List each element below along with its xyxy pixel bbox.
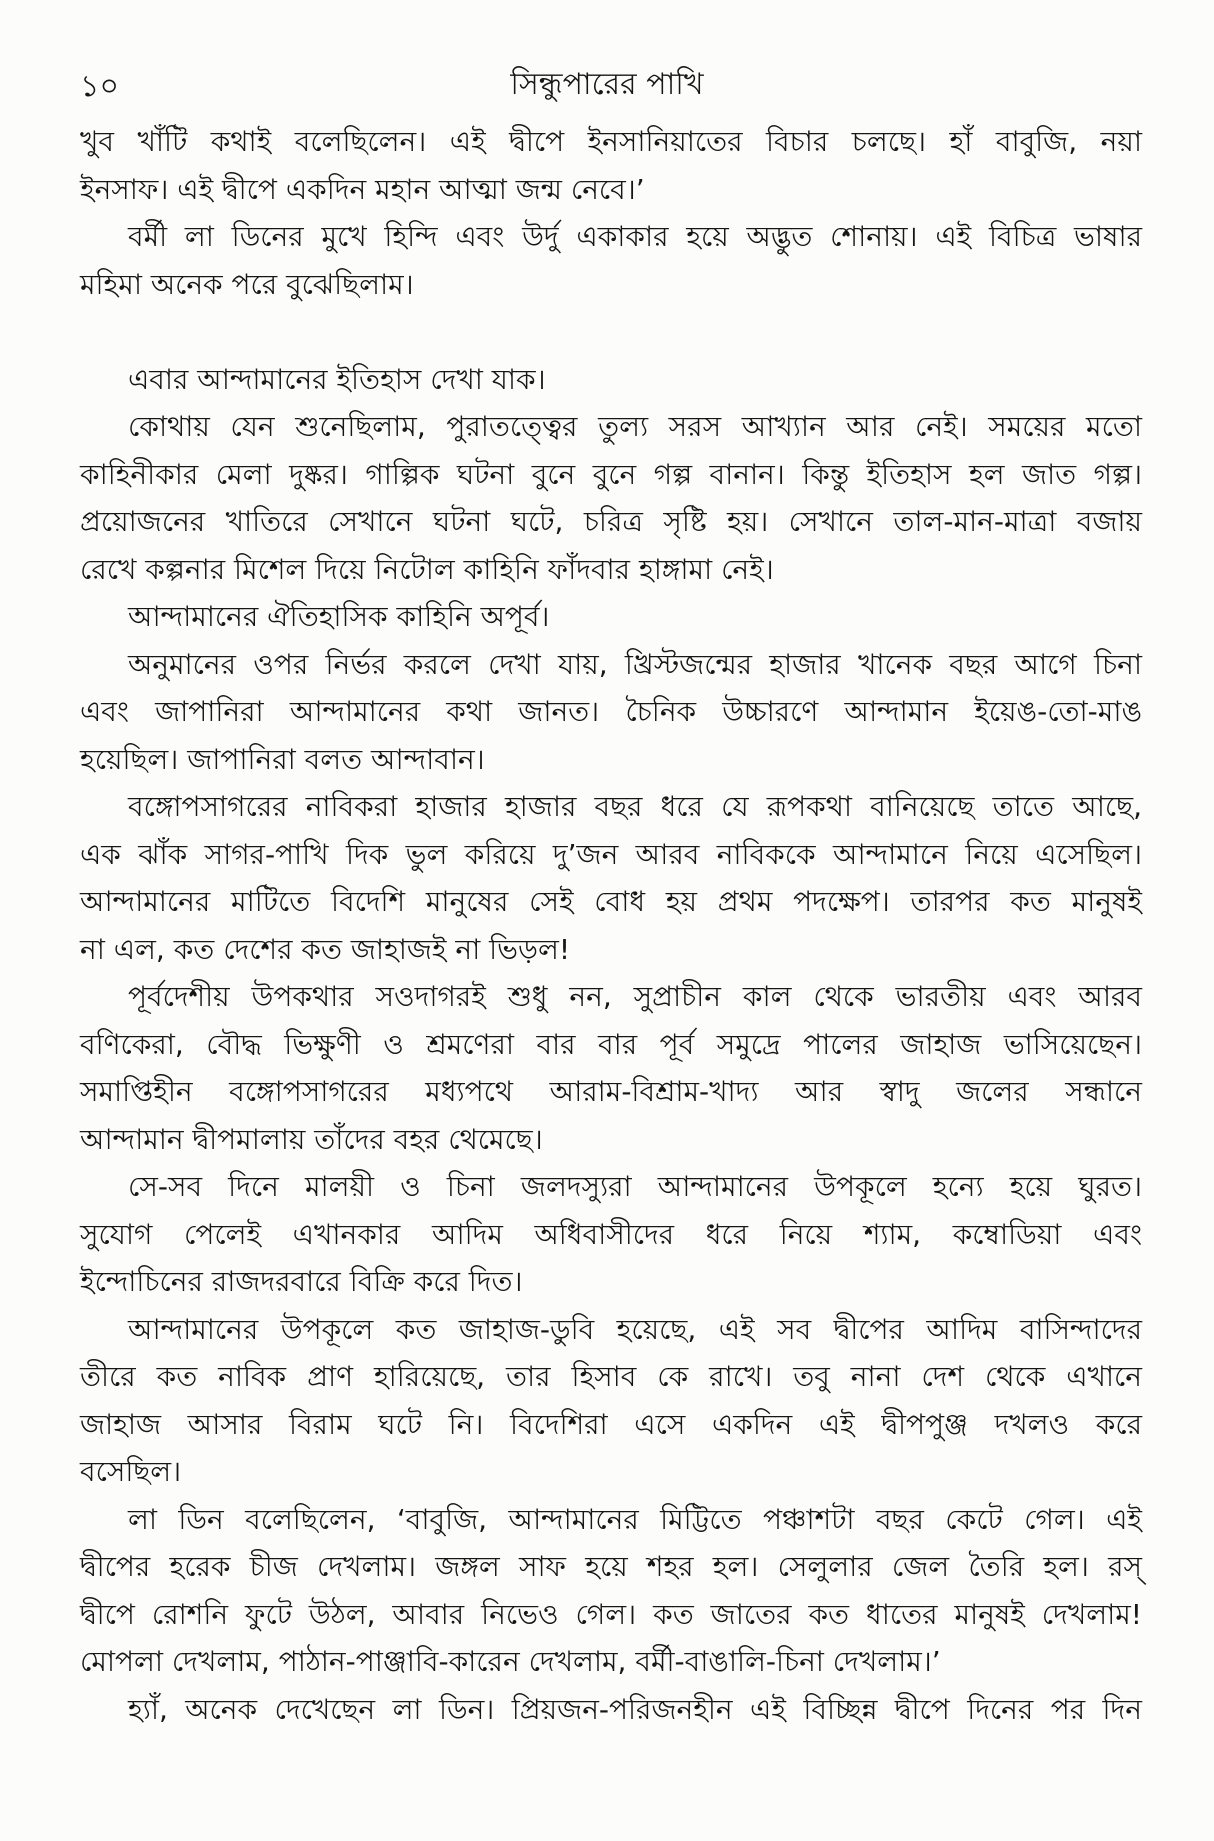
paragraph: [80, 118, 1142, 213]
text-line: দ্বীপের হরেক চীজ দেখলাম। জঙ্গল সাফ হয়ে শহর হল। সেলুলার জেল তৈরি হল। রস্: [80, 1550, 1142, 1583]
text-line: না এল, কত দেশের কত জাহাজই না ভিড়ল!: [80, 932, 571, 966]
text-line: কাহিনীকার মেলা দুষ্কর। গাল্পিক ঘটনা বুনে বুনে গল্প বানান। কিন্তু ইতিহাস হল জাত গল্প।: [80, 457, 1142, 491]
text-line: হ্যাঁ, অনেক দেখেছেন লা ডিন। প্রিয়জন-পরিজনহীন এই বিচ্ছিন্ন দ্বীপে দিনের পর দিন: [128, 1692, 1142, 1726]
paragraph: [80, 213, 1142, 308]
paragraph: [80, 641, 1142, 784]
running-title: সিন্ধুপারের পাখি: [510, 67, 704, 102]
text-line: এবং জাপানিরা আন্দামানের কথা জানত। চৈনিক উচ্চারণে আন্দামান ইয়েঙ-তো-মাঙ: [80, 695, 1142, 728]
text-line: ইন্দোচিনের রাজদরবারে বিক্রি করে দিত।: [80, 1265, 523, 1298]
text-line: সমাপ্তিহীন বঙ্গোপসাগরের মধ্যপথে আরাম-বিশ্রাম-খাদ্য আর স্বাদু জলের সন্ধানে: [80, 1075, 1142, 1108]
text-line: মহিমা অনেক পরে বুঝেছিলাম।: [80, 267, 414, 301]
paragraph: [80, 1496, 1142, 1686]
paragraph: [80, 973, 1142, 1163]
text-line: আন্দামান দ্বীপমালায় তাঁদের বহর থেমেছে।: [80, 1122, 543, 1156]
text-line: বসেছিল।: [80, 1455, 182, 1488]
section-break: [80, 308, 1142, 356]
text-line: ইনসাফ। এই দ্বীপে একদিন মহান আত্মা জন্ম নেবে।’: [80, 172, 645, 206]
text-line: রেখে কল্পনার মিশেল দিয়ে নিটোল কাহিনি ফাঁদবার হাঙ্গামা নেই।: [80, 552, 774, 586]
text-line: খুব খাঁটি কথাই বলেছিলেন। এই দ্বীপে ইনসানিয়াতের বিচার চলছে। হাঁ বাবুজি, নয়া: [80, 125, 1142, 158]
paragraph: [80, 356, 1142, 404]
body-text: [80, 118, 1142, 1733]
text-line: জাহাজ আসার বিরাম ঘটে নি। বিদেশিরা এসে একদিন এই দ্বীপপুঞ্জ দখলও করে: [80, 1407, 1142, 1441]
text-line: লা ডিন বলেছিলেন, ‘বাবুজি, আন্দামানের মিট্টিতে পঞ্চাশটা বছর কেটে গেল। এই: [128, 1502, 1142, 1536]
page-number: ১০: [80, 69, 119, 104]
text-line: বণিকেরা, বৌদ্ধ ভিক্ষুণী ও শ্রমণেরা বার বার পূর্ব সমুদ্রে পালের জাহাজ ভাসিয়েছেন।: [80, 1027, 1142, 1061]
paragraph: [80, 1686, 1142, 1734]
paragraph: [80, 593, 1142, 641]
text-line: কোথায় যেন শুনেছিলাম, পুরাতত্ত্বের তুল্য সরস আখ্যান আর নেই। সময়ের মতো: [128, 410, 1142, 443]
text-line: বর্মী লা ডিনের মুখে হিন্দি এবং উর্দু একাকার হয়ে অদ্ভুত শোনায়। এই বিচিত্র ভাষার: [128, 220, 1142, 253]
text-line: আন্দামানের মাটিতে বিদেশি মানুষের সেই বোধ হয় প্রথম পদক্ষেপ। তারপর কত মানুষই: [80, 885, 1142, 918]
text-line: হয়েছিল। জাপানিরা বলত আন্দাবান।: [80, 742, 485, 776]
text-line: আন্দামানের ঐতিহাসিক কাহিনি অপূর্ব।: [128, 600, 550, 633]
paragraph: [80, 1163, 1142, 1306]
text-line: সুযোগ পেলেই এখানকার আদিম অধিবাসীদের ধরে নিয়ে শ্যাম, কম্বোডিয়া এবং: [80, 1217, 1142, 1251]
text-line: অনুমানের ওপর নির্ভর করলে দেখা যায়, খ্রিস্টজন্মের হাজার খানেক বছর আগে চিনা: [128, 647, 1142, 681]
paragraph: [80, 403, 1142, 593]
text-line: প্রয়োজনের খাতিরে সেখানে ঘটনা ঘটে, চরিত্র সৃষ্টি হয়। সেখানে তাল-মান-মাত্রা বজায়: [80, 505, 1142, 538]
paragraph: [80, 1306, 1142, 1496]
text-line: এবার আন্দামানের ইতিহাস দেখা যাক।: [128, 362, 546, 396]
paragraph: [80, 783, 1142, 973]
text-line: পূর্বদেশীয় উপকথার সওদাগরই শুধু নন, সুপ্রাচীন কাল থেকে ভারতীয় এবং আরব: [128, 980, 1142, 1013]
text-line: এক ঝাঁক সাগর-পাখি দিক ভুল করিয়ে দু’জন আরব নাবিককে আন্দামানে নিয়ে এসেছিল।: [80, 837, 1142, 871]
text-line: মোপলা দেখলাম, পাঠান-পাঞ্জাবি-কারেন দেখলাম, বর্মী-বাঙালি-চিনা দেখলাম।’: [80, 1645, 941, 1678]
text-line: আন্দামানের উপকূলে কত জাহাজ-ডুবি হয়েছে, এই সব দ্বীপের আদিম বাসিন্দাদের: [128, 1312, 1142, 1346]
text-line: বঙ্গোপসাগরের নাবিকরা হাজার হাজার বছর ধরে যে রূপকথা বানিয়েছে তাতে আছে,: [128, 790, 1142, 823]
text-line: তীরে কত নাবিক প্রাণ হারিয়েছে, তার হিসাব কে রাখে। তবু নানা দেশ থেকে এখানে: [80, 1360, 1142, 1393]
text-line: সে-সব দিনে মালয়ী ও চিনা জলদস্যুরা আন্দামানের উপকূলে হন্যে হয়ে ঘুরত।: [128, 1170, 1142, 1203]
text-line: দ্বীপে রোশনি ফুটে উঠল, আবার নিভেও গেল। কত জাতের কত ধাতের মানুষই দেখলাম!: [80, 1597, 1142, 1631]
